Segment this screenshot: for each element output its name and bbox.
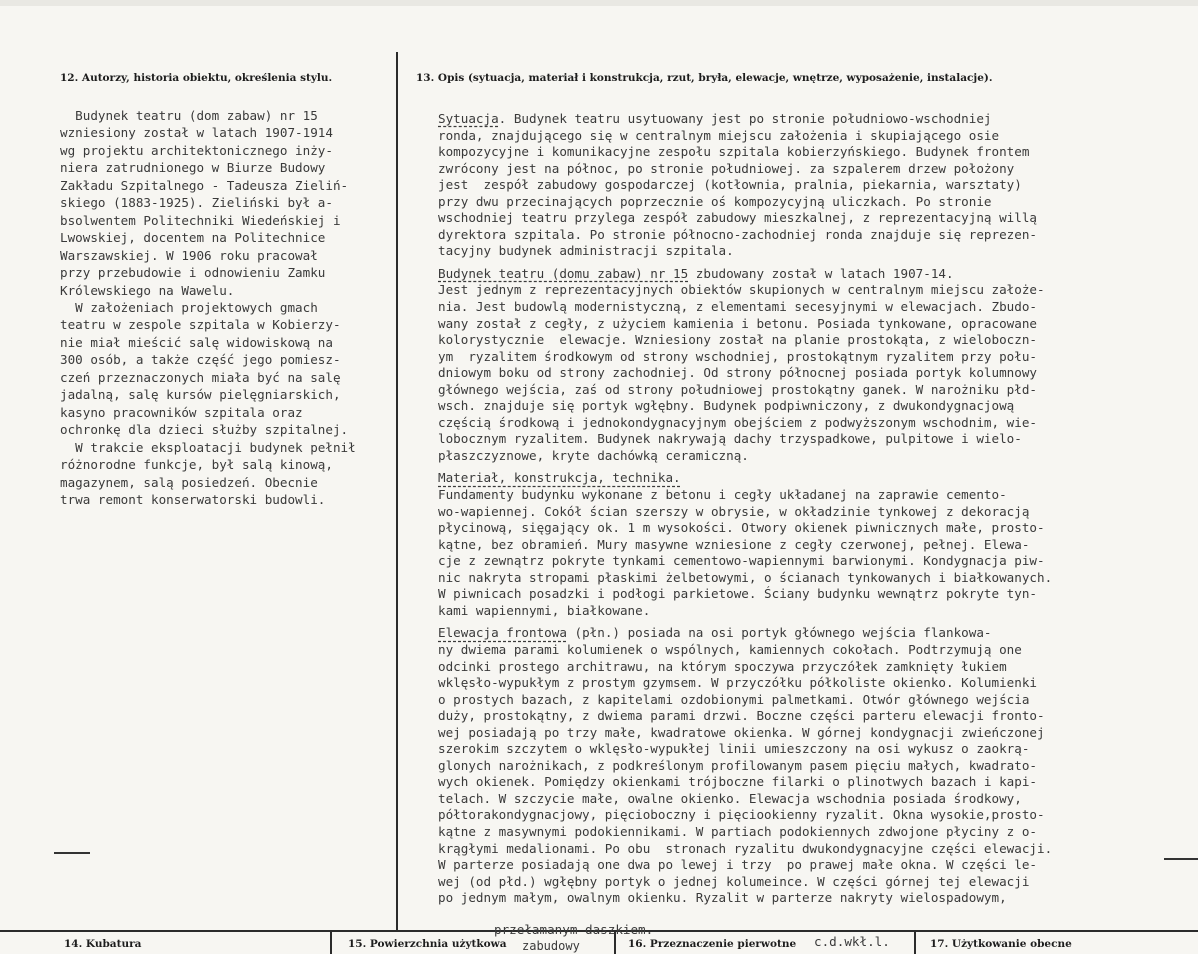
text-line: cje z zewnątrz pokryte tynkami cementowo-wapiennymi barwionymi. Kondygnacja piw- — [438, 553, 1045, 569]
text-line: glonych narożnikach, z podkreślonym profilowanym pasem pięciu małych, kwadrato- — [438, 757, 1037, 773]
text-line: odcinki prostego architrawu, na którym spoczywa przyczółek zamknięty łukiem — [438, 658, 1007, 674]
text-line: jest zespół zabudowy gospodarczej (kotłownia, pralnia, piekarnia, warsztaty) — [438, 177, 1022, 193]
text-line: teatru w zespole szpitala w Kobierzy- — [60, 317, 341, 333]
text-line: W założeniach projektowych gmach — [60, 299, 318, 315]
section-12-body — [60, 107, 356, 508]
text-line: Zakładu Szpitalnego - Tadeusza Zieliń- — [60, 177, 349, 193]
text-line: trwa remont konserwatorski budowli. — [60, 491, 326, 507]
text-line: kolorystycznie elewacje. Wzniesiony został na planie prostokąta, z wieloboczn- — [438, 332, 1037, 348]
text-line: W trakcie eksploatacji budynek pełnił — [60, 439, 356, 455]
text-line: Budynek teatru (dom zabaw) nr 15 — [60, 108, 318, 123]
field-przeznaczenie-pierwotne: 16. Przeznaczenie pierwotne — [628, 938, 797, 950]
text-line: bsolwentem Politechniki Wiedeńskiej i — [60, 212, 341, 228]
text-line: płycinową, sięgający ok. 1 m wysokości. Otwory okienek piwnicznych małe, prosto- — [438, 520, 1045, 536]
text-line: tacyjny budynek administracji szpitala. — [438, 243, 734, 259]
text-line: Sytuacja. Budynek teatru usytuowany jest po stronie południowo-wschodniej — [438, 111, 992, 126]
text-line: wschodniej teatru przylega zespół zabudowy mieszkalnej, z reprezentacyjną willą — [438, 210, 1037, 226]
text-line: skiego (1883-1925). Zieliński był a- — [60, 195, 333, 211]
text-line: czeń przeznaczonych miała być na salę — [60, 369, 341, 385]
text-line: duży, prostokątny, z dwiema parami drzwi. Boczne części parteru elewacji fronto- — [438, 708, 1045, 724]
text-line: wany został z cegły, z użyciem kamienia i betonu. Posiada tynkowane, opracowane — [438, 315, 1037, 331]
text-line: nic nakryta stropami płaskimi żelbetowymi, o ścianach tynkowanych i białkowanych. — [438, 569, 1053, 585]
field-divider-1 — [330, 930, 332, 954]
text-line: W piwnicach posadzki i podłogi parkietowe. Ściany budynku wewnątrz pokryte tyn- — [438, 586, 1037, 602]
field-powierzchnia-zabudowy: zabudowy — [522, 939, 580, 953]
text-line: zwrócony jest na północ, po stronie południowej. za szpalerem drzew położony — [438, 160, 1015, 176]
text-line: jadalną, salę kursów pielęgniarskich, — [60, 387, 341, 403]
text-line: wzniesiony został w latach 1907-1914 — [60, 125, 333, 141]
text-line: Warszawskiej. W 1906 roku pracował — [60, 247, 318, 263]
left-margin-dash — [54, 852, 90, 854]
text-line: ym ryzalitem środkowym od strony wschodniej, prostokątnym ryzalitem przy połu- — [438, 348, 1037, 364]
section-13-body — [438, 111, 1052, 907]
field-uzytkowanie-obecne: 17. Użytkowanie obecne — [930, 938, 1072, 950]
text-line: wej (od płd.) wgłębny portyk o jednej kolumeince. W części górnej tej elewacji — [438, 873, 1030, 889]
text-line: nia. Jest budowlą modernistyczną, z elementami secesyjnymi w elewacjach. Zbudo- — [438, 299, 1037, 315]
text-line: półtorakondygnacjowy, pięcioboczny i pięciookienny ryzalit. Okna wysokie,prosto- — [438, 807, 1045, 823]
text-line: wych okienek. Pomiędzy okienkami trójboczne filarki o plinotwych bazach i kapi- — [438, 774, 1037, 790]
text-line: Materiał, konstrukcja, technika. — [438, 470, 681, 486]
text-line: Budynek teatru (domu zabaw) nr 15 zbudowany został w latach 1907-14. — [438, 265, 954, 281]
text-line: ny dwiema parami kolumienek o wspólnych, kamiennych cokołach. Podtrzymują one — [438, 641, 1022, 657]
text-line: Fundamenty budynku wykonane z betonu i cegły układanej na zaprawie cemento- — [438, 487, 1007, 503]
text-line: dniowym boku od strony zachodniej. Od strony północnej posiada portyk kolumnowy — [438, 365, 1037, 381]
text-line: nie miał mieścić salę widowiskową na — [60, 334, 333, 350]
text-line: lobocznym ryzalitem. Budynek nakrywają dachy trzyspadkowe, pulpitowe i wielo- — [438, 431, 1022, 447]
text-line: krągłymi medalionami. Po obu stronach ryzalitu dwukondygnacyjne części elewacji. — [438, 840, 1053, 856]
text-line: głównego wejścia, zaś od strony południowej prostokątny ganek. W narożniku płd- — [438, 381, 1037, 397]
section-13-title: 13. Opis — [416, 72, 465, 84]
text-line: kami wapiennymi, białkowane. — [438, 602, 651, 618]
text-line: telach. W szczycie małe, owalne okienko. Elewacja wschodnia posiada środkowy, — [438, 790, 1022, 806]
right-margin-dash — [1164, 858, 1198, 860]
page-top-edge — [0, 0, 1198, 6]
text-line: kompozycyjne i komunikacyjne zespołu szpitala kobierzyńskiego. Budynek frontem — [438, 144, 1030, 160]
text-line: kątne, bez obramień. Mury masywne wzniesione z cegły czerwonej, pełnej. Elewa- — [438, 536, 1030, 552]
field-przeznaczenie-pierwotne-value: c.d.wkł.l. — [814, 934, 890, 949]
text-line: Jest jednym z reprezentacyjnych obiektów skupionych w centralnym miejscu założe- — [438, 282, 1045, 298]
text-line: przy przebudowie i odnowieniu Zamku — [60, 265, 326, 281]
text-line: niera zatrudnionego w Biurze Budowy — [60, 160, 326, 176]
text-line: przy dwu przecinających poprzecznie oś kompozycyjną uliczkach. Po stronie — [438, 193, 992, 209]
section-12-heading: 12. Autorzy, historia obiektu, określenia stylu. — [60, 72, 333, 84]
text-line: częścią środkową i jednokondygnacyjnym obejściem z podwyższonym wschodnim, wie- — [438, 414, 1037, 430]
text-line: wklęsło-wypukłym z prostym gzymsem. W przyczółku półkoliste okienko. Kolumienki — [438, 675, 1037, 691]
text-line: Elewacja frontowa (płn.) posiada na osi portyk głównego wejścia flankowa- — [438, 625, 992, 641]
text-line: ochronkę dla dzieci służby szpitalnej. — [60, 422, 349, 438]
text-line: po jednym małym, owalnym okienku. Ryzalit w parterze nakryty wielospadowym, — [438, 890, 1007, 906]
text-line: wsch. znajduje się portyk wgłębny. Budynek podpiwniczony, z dwukondygnacjową — [438, 398, 1015, 414]
column-divider — [396, 52, 398, 932]
text-line: wg projektu architektonicznego inży- — [60, 142, 333, 158]
field-divider-3 — [914, 930, 916, 954]
section-13-heading — [416, 72, 993, 84]
text-line: szerokim szczytem o wklęsło-wypukłej linii umieszczony na osi wykusz o zaokrą- — [438, 741, 1030, 757]
text-line: płaszczyznowe, kryte dachówką ceramiczną. — [438, 447, 749, 463]
text-line: magazynem, salą posiedzeń. Obecnie — [60, 474, 318, 490]
text-line: ronda, znajdującego się w centralnym miejscu założenia i skupiającego osie — [438, 127, 1000, 143]
text-line: kątne z masywnymi podokiennikami. W partiach podokiennych zdwojone płyciny z o- — [438, 823, 1037, 839]
section-13-subtitle: (sytuacja, materiał i konstrukcja, rzut, bryła, elewacje, wnętrze, wyposażenie, instalacje). — [467, 72, 993, 84]
text-line: kasyno pracowników szpitala oraz — [60, 404, 303, 420]
text-line: 300 osób, a także część jego pomiesz- — [60, 352, 341, 368]
text-line: dyrektora szpitala. Po stronie północno-zachodniej ronda znajduje się reprezen- — [438, 226, 1037, 242]
text-line: różnorodne funkcje, był salą kinową, — [60, 457, 333, 473]
text-line: o prostych bazach, z kapitelami ozdobionymi palmetkami. Otwór głównego wejścia — [438, 691, 1030, 707]
text-line: wo-wapiennej. Cokół ścian szerszy w obrysie, w okładzinie tynkowej z dekoracją — [438, 503, 1030, 519]
text-line: Królewskiego na Wawelu. — [60, 282, 235, 298]
text-line: W parterze posiadają one dwa po lewej i trzy po prawej małe okna. W części le- — [438, 857, 1037, 873]
continued-text-line: przełamanym daszkiem. — [494, 922, 654, 937]
field-kubatura: 14. Kubatura — [64, 938, 142, 950]
field-powierzchnia: 15. Powierzchnia użytkowa — [348, 938, 507, 950]
text-line: Lwowskiej, docentem na Politechnice — [60, 230, 326, 246]
text-line: wej posiadają po trzy małe, kwadratowe okienka. W górnej kondygnacji zwieńczonej — [438, 724, 1045, 740]
